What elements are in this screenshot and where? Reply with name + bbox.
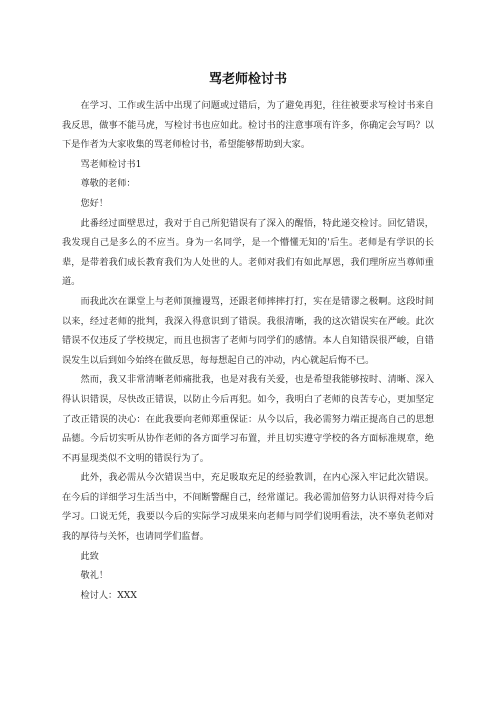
body-paragraph: 而我此次在课堂上与老师顶撞谩骂，还跟老师摔摔打打，实在是错谬之极啊。这段时间以来，经过老师的批判，我深入得意识到了错误。我很清晰，我的这次错误实在严峻。此次错误不仅违反了学校规定，而且也损害了老师与同学们的感情。本人自知错误很严峻，自错误发生以后到如今始终在做反思，每每想起自己的冲动，内心就起后悔不已。 bbox=[62, 295, 434, 366]
greeting: 您好！ bbox=[80, 197, 109, 209]
intro-paragraph: 在学习、工作或生活中出现了问题或过错后，为了避免再犯，往往被要求写检讨书来自我反思，做事不能马虎，写检讨书也应如此。检讨书的注意事项有许多，你确定会写吗？以下是作者为大家收集的骂老师检讨书，希望能够帮助到大家。 bbox=[62, 100, 434, 151]
closing-line: 此致 bbox=[80, 550, 99, 562]
closing-salute: 敬礼！ bbox=[80, 570, 109, 582]
document-title: 骂老师检讨书 bbox=[208, 72, 287, 87]
signature: 检讨人：XXX bbox=[80, 589, 137, 601]
section-subtitle: 骂老师检讨书1 bbox=[80, 158, 142, 170]
body-paragraph: 此外，我必需从今次错误当中，充足吸取充足的经验教训，在内心深入牢记此次错误。在今后的详细学习生活当中，不间断警醒自己，经常谨记。我必需加倍努力认识得对待今后学习。口说无凭，我要以今后的实际学习成果来向老师与同学们说明看法，决不辜负老师对我的厚待与关怀，也请同学们监督。 bbox=[62, 472, 434, 543]
document-page bbox=[62, 72, 434, 605]
body-paragraph: 然而，我又非常清晰老师痛批我，也是对我有关爱，也是希望我能够按时、清晰、深入得认识错误，尽快改正错误，以防止今后再犯。如今，我明白了老师的良苦专心，更加坚定了改正错误的决心：在此我要向老师郑重保证：从今以后，我必需努力端正提高自己的思想品德。今后切实听从协作老师的各方面学习布置，并且切实遵守学校的各方面标准规章，绝不再显现类似不文明的错误行为了。 bbox=[62, 374, 434, 464]
body-paragraph: 此番经过面壁思过，我对于自己所犯错误有了深入的醒悟，特此递交检讨。回忆错误，我发现自己是多么的不应当。身为一名同学，是一个懵懂无知的'后生。老师是有学识的长辈，是带着我们成长教育我们为人处世的人。老师对我们有如此厚恩，我们理所应当尊师重道。 bbox=[62, 217, 434, 288]
salutation: 尊敬的老师： bbox=[80, 178, 136, 190]
